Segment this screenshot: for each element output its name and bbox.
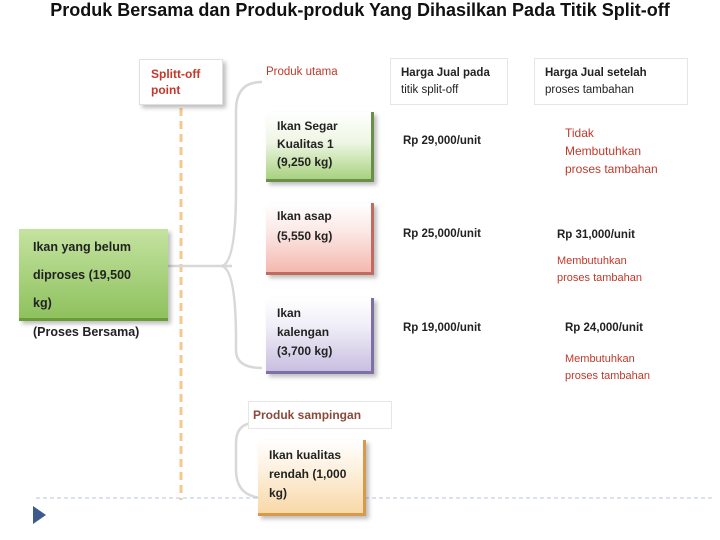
product-3-line-2: kalengan — [277, 325, 330, 339]
harga-split-header-1: Harga Jual pada — [401, 67, 490, 79]
produk-sampingan-label: Produk sampingan — [253, 408, 362, 422]
product-1-price-split: Rp 29,000/unit — [403, 135, 481, 147]
product-3-price-after: Rp 24,000/unit — [565, 322, 643, 334]
product-1-line-2: Kualitas 1 — [277, 137, 334, 151]
product-1-after-1: Tidak — [565, 126, 594, 140]
product-3-after-2: proses tambahan — [565, 370, 650, 382]
joint-line-2: diproses (19,500 — [33, 268, 131, 282]
product-2-price-split: Rp 25,000/unit — [403, 228, 481, 240]
product-2-after-1: Membutuhkan — [557, 255, 627, 267]
product-1-after-3: proses tambahan — [565, 162, 658, 176]
harga-setelah-header-1: Harga Jual setelah — [545, 67, 647, 79]
split-off-label-2: point — [151, 83, 181, 97]
product-1-line-3: (9,250 kg) — [277, 155, 333, 169]
byproduct-line-2: rendah (1,000 — [269, 467, 347, 481]
product-2-after-2: proses tambahan — [557, 272, 642, 284]
product-3-after-1: Membutuhkan — [565, 353, 635, 365]
joint-line-1: Ikan yang belum — [33, 240, 131, 254]
harga-setelah-header-2: proses tambahan — [545, 84, 634, 96]
produk-utama-label: Produk utama — [266, 66, 338, 78]
page-title: Produk Bersama dan Produk-produk Yang Dihasilkan Pada Titik Split-off — [50, 0, 670, 20]
byproduct-line-3: kg) — [269, 486, 287, 500]
joint-line-3: kg) — [33, 296, 52, 310]
split-off-label-1: Splitt-off — [151, 67, 201, 81]
product-1-after-2: Membutuhkan — [565, 144, 642, 158]
joint-caption: (Proses Bersama) — [33, 325, 140, 339]
product-3-price-split: Rp 19,000/unit — [403, 322, 481, 334]
byproduct-line-1: Ikan kualitas — [269, 448, 342, 462]
product-3-line-1: Ikan — [277, 306, 302, 320]
product-2-price-after: Rp 31,000/unit — [557, 229, 635, 241]
harga-split-header-2: titik split-off — [401, 84, 459, 96]
product-2-line-2: (5,550 kg) — [277, 229, 333, 243]
product-3-line-3: (3,700 kg) — [277, 344, 333, 358]
product-2-line-1: Ikan asap — [277, 209, 332, 223]
product-1-line-1: Ikan Segar — [277, 119, 338, 133]
